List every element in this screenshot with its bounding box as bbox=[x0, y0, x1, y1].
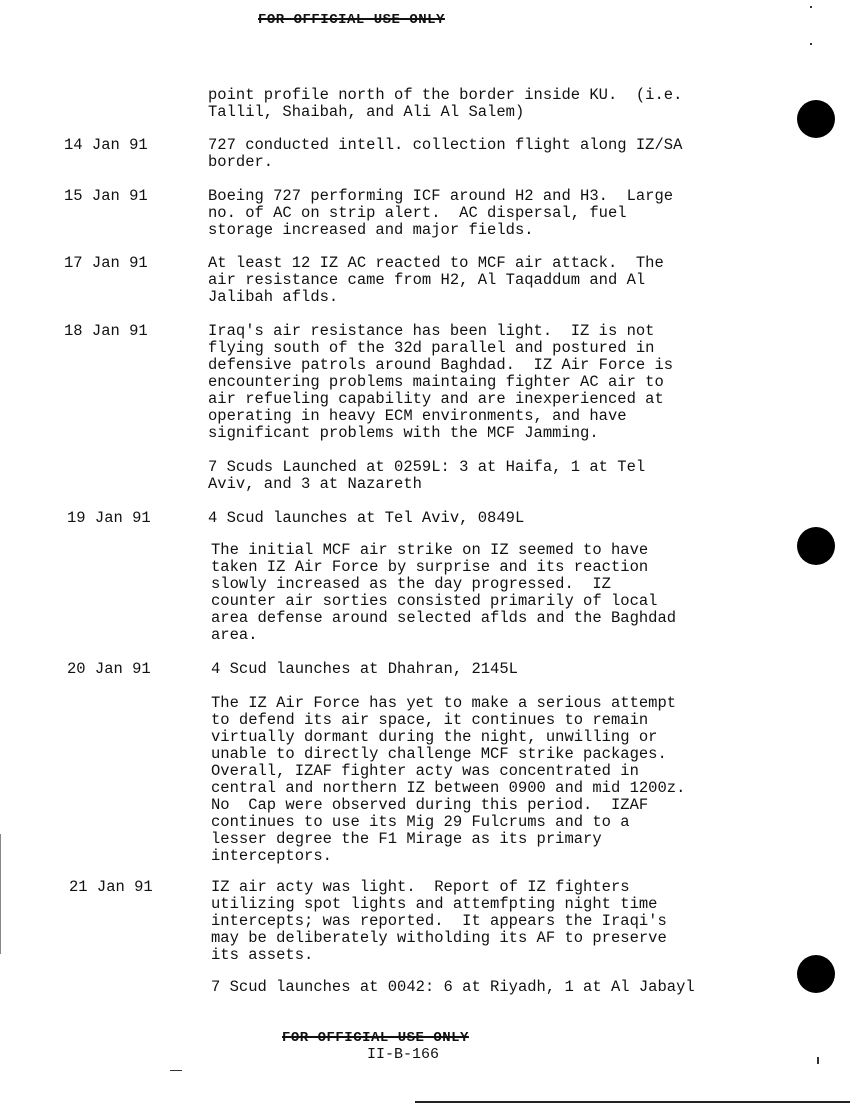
entry-text-line: encountering problems maintaing fighter AC air to bbox=[208, 373, 664, 391]
entry-text-line: IZ air acty was light. Report of IZ fighters bbox=[211, 878, 630, 896]
entry-date: 17 Jan 91 bbox=[64, 254, 148, 272]
entry-text-line: The initial MCF air strike on IZ seemed to have bbox=[211, 541, 649, 559]
entry-text-line: 7 Scuds Launched at 0259L: 3 at Haifa, 1 at Tel bbox=[208, 458, 646, 476]
entry-text-line: taken IZ Air Force by surprise and its reaction bbox=[211, 558, 649, 576]
entry-text-line: point profile north of the border inside KU. (i.e. bbox=[208, 86, 683, 104]
entry-date: 20 Jan 91 bbox=[67, 660, 151, 678]
scan-speck bbox=[817, 1057, 819, 1064]
entry-date: 18 Jan 91 bbox=[64, 322, 148, 340]
scan-speck bbox=[810, 43, 812, 45]
entry-text-line: intercepts; was reported. It appears the Iraqi's bbox=[211, 912, 667, 930]
entry-text-line: counter air sorties consisted primarily of local bbox=[211, 592, 658, 610]
entry-text-line: lesser degree the F1 Mirage as its primary bbox=[211, 830, 602, 848]
entry-text-line: interceptors. bbox=[211, 847, 332, 865]
entry-text-line: virtually dormant during the night, unwilling or bbox=[211, 728, 658, 746]
binder-hole-top bbox=[797, 100, 835, 138]
entry-text-line: 727 conducted intell. collection flight along IZ/SA bbox=[208, 136, 683, 154]
entry-date: 19 Jan 91 bbox=[67, 509, 151, 527]
entry-text-line: Overall, IZAF fighter acty was concentrated in bbox=[211, 762, 639, 780]
scan-speck bbox=[170, 1070, 182, 1071]
binder-hole-middle bbox=[797, 527, 835, 565]
footer-security-marking: FOR OFFICIAL USE ONLY bbox=[282, 1030, 469, 1046]
entry-date: 21 Jan 91 bbox=[69, 878, 153, 896]
entry-text-line: Tallil, Shaibah, and Ali Al Salem) bbox=[208, 103, 525, 121]
entry-text-line: unable to directly challenge MCF strike packages. bbox=[211, 745, 667, 763]
entry-text-line: Aviv, and 3 at Nazareth bbox=[208, 475, 422, 493]
entry-text-line: The IZ Air Force has yet to make a serious attempt bbox=[211, 694, 677, 712]
entry-text-line: 4 Scud launches at Dhahran, 2145L bbox=[211, 660, 518, 678]
entry-text-line: area. bbox=[211, 626, 258, 644]
bottom-scan-rule bbox=[415, 1101, 850, 1103]
entry-text-line: 7 Scud launches at 0042: 6 at Riyadh, 1 at Al Jabayl bbox=[211, 978, 695, 996]
entry-text-line: border. bbox=[208, 153, 274, 171]
entry-text-line: defensive patrols around Baghdad. IZ Air Force is bbox=[208, 356, 674, 374]
entry-text-line: air resistance came from H2, Al Taqaddum and Al bbox=[208, 271, 646, 289]
entry-text-line: storage increased and major fields. bbox=[208, 221, 534, 239]
entry-text-line: may be deliberately witholding its AF to preserve bbox=[211, 929, 667, 947]
entry-text-line: operating in heavy ECM environments, and have bbox=[208, 407, 627, 425]
header-security-marking: FOR OFFICIAL USE ONLY bbox=[258, 12, 445, 28]
entry-text-line: Iraq's air resistance has been light. IZ is not bbox=[208, 322, 655, 340]
entry-text-line: Boeing 727 performing ICF around H2 and H3. Large bbox=[208, 187, 674, 205]
scan-speck bbox=[810, 6, 812, 8]
entry-date: 15 Jan 91 bbox=[64, 187, 148, 205]
entry-text-line: significant problems with the MCF Jamming. bbox=[208, 424, 599, 442]
entry-text-line: 4 Scud launches at Tel Aviv, 0849L bbox=[208, 509, 525, 527]
page-number: II-B-166 bbox=[367, 1046, 440, 1063]
entry-text-line: central and northern IZ between 0900 and mid 1200z. bbox=[211, 779, 686, 797]
entry-text-line: air refueling capability and are inexperienced at bbox=[208, 390, 664, 408]
entry-text-line: no. of AC on strip alert. AC dispersal, fuel bbox=[208, 204, 627, 222]
entry-text-line: utilizing spot lights and attemfpting night time bbox=[211, 895, 658, 913]
binder-hole-bottom bbox=[797, 955, 835, 993]
entry-text-line: Jalibah aflds. bbox=[208, 288, 339, 306]
entry-text-line: its assets. bbox=[211, 946, 314, 964]
entry-text-line: At least 12 IZ AC reacted to MCF air attack. The bbox=[208, 254, 664, 272]
entry-date: 14 Jan 91 bbox=[64, 136, 148, 154]
entry-text-line: to defend its air space, it continues to remain bbox=[211, 711, 649, 729]
left-scan-edge bbox=[0, 834, 1, 954]
entry-text-line: continues to use its Mig 29 Fulcrums and to a bbox=[211, 813, 630, 831]
entry-text-line: No Cap were observed during this period. IZAF bbox=[211, 796, 649, 814]
entry-text-line: area defense around selected aflds and the Baghdad bbox=[211, 609, 677, 627]
entry-text-line: flying south of the 32d parallel and postured in bbox=[208, 339, 655, 357]
entry-text-line: slowly increased as the day progressed. IZ bbox=[211, 575, 611, 593]
